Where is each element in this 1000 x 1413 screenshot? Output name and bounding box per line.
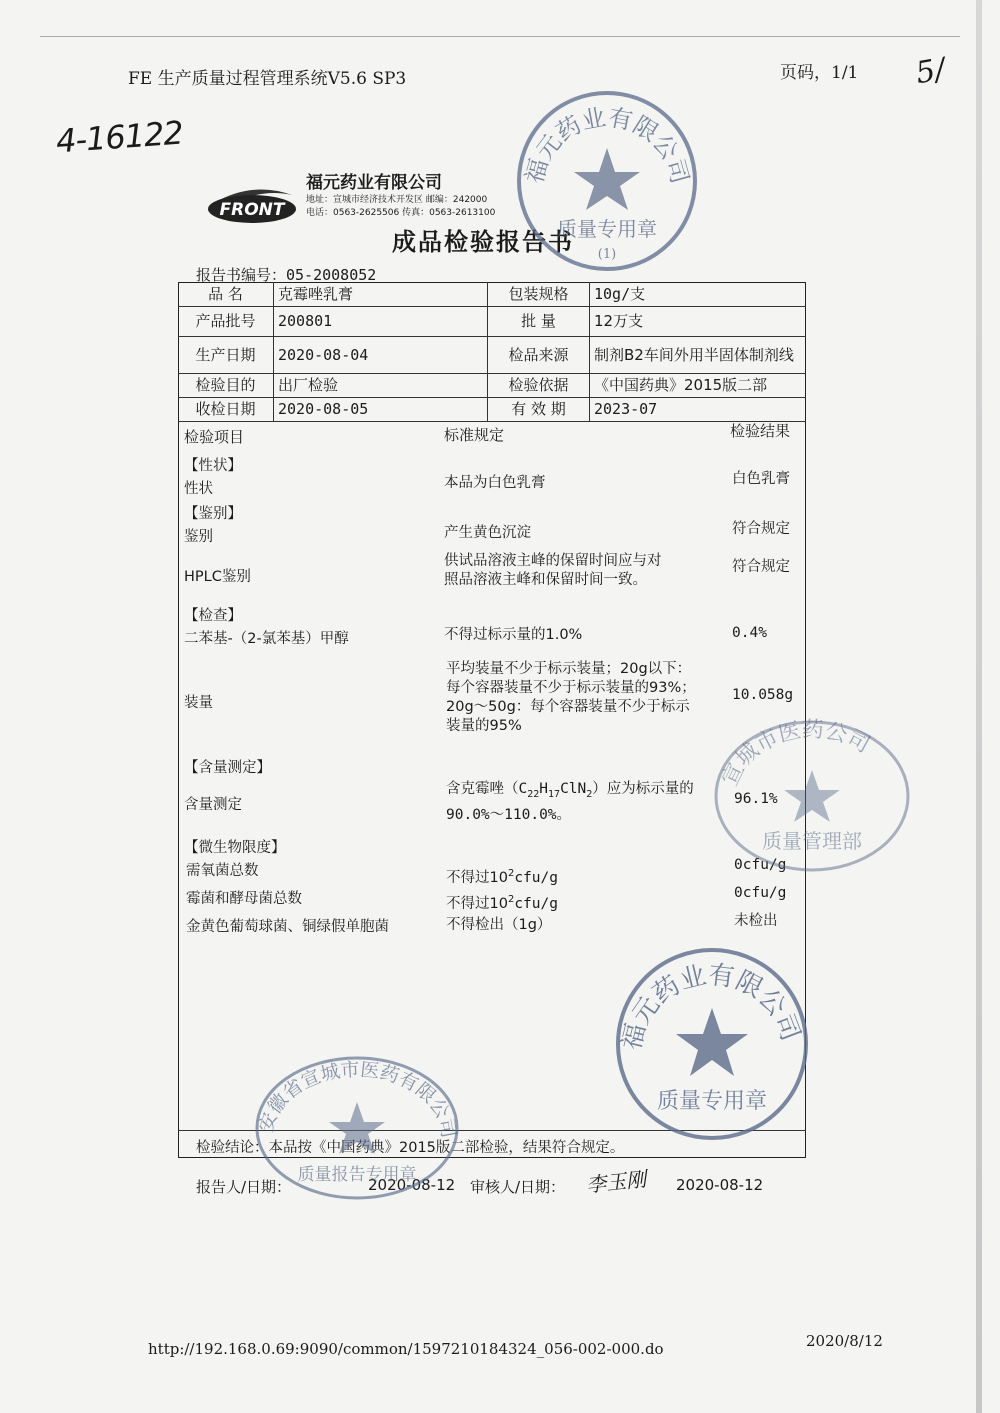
seal-star-icon: [676, 1008, 748, 1076]
handwritten-mark: 5/: [913, 51, 949, 92]
result-mold: 0cfu/g: [734, 885, 787, 901]
handwritten-code: 4-16122: [54, 113, 184, 161]
result-hplc: 符合规定: [732, 559, 790, 575]
std-aerobic-pre: 不得过10: [446, 869, 508, 886]
std-aerobic-sup: 2: [507, 868, 515, 879]
seal-number: (1): [597, 247, 617, 262]
result-identification: 符合规定: [732, 521, 790, 537]
item-assay: 含量测定: [184, 797, 242, 813]
std-pathogen: 不得检出（1g）: [446, 917, 552, 933]
label-receive-date: 收检日期: [178, 398, 274, 422]
reviewer-date: 2020-08-12: [676, 1176, 764, 1194]
reviewer-signature: 李玉刚: [585, 1166, 648, 1198]
formula-22: 22: [527, 788, 540, 800]
seal-ring-text: 福元药业有限公司: [616, 960, 806, 1054]
std-hplc-line2: 照品溶液主峰和保留时间一致。: [444, 572, 647, 588]
label-prod-date: 生产日期: [178, 337, 274, 374]
seal-quality-1: [512, 86, 702, 276]
item-impurity: 二苯基-（2-氯苯基）甲醇: [184, 631, 349, 647]
result-property: 白色乳膏: [732, 471, 790, 487]
std-aerobic: [446, 864, 558, 888]
std-assay-pre: 含克霉唑（: [446, 781, 519, 797]
scan-top-line: [40, 36, 960, 37]
label-batch: 产品批号: [178, 307, 274, 337]
company-logo: [206, 177, 298, 227]
item-property: 性状: [184, 481, 213, 497]
std-mold-pre: 不得过10: [446, 895, 508, 912]
formula-C: C: [518, 781, 528, 797]
std-property: 本品为白色乳膏: [444, 475, 546, 491]
footer-url: http://192.168.0.69:9090/common/1597210184324_056-002-000.do: [148, 1340, 664, 1358]
value-expiry: 2023-07: [590, 398, 806, 422]
formula-17: 17: [548, 788, 561, 800]
item-pathogen: 金黄色葡萄球菌、铜绿假单胞菌: [186, 919, 389, 935]
std-identification: 产生黄色沉淀: [444, 525, 531, 541]
value-basis: 《中国药典》2015版二部: [590, 374, 806, 398]
footer-date: 2020/8/12: [806, 1332, 883, 1350]
result-aerobic: 0cfu/g: [734, 857, 787, 873]
label-qty: 批 量: [488, 307, 590, 337]
scan-edge: [976, 0, 982, 1413]
label-product-name: 品 名: [178, 282, 274, 307]
label-expiry: 有 效 期: [488, 398, 590, 422]
result-assay: 96.1%: [734, 791, 778, 807]
col-header-standard: 标准规定: [444, 426, 505, 444]
company-contact: 电话：0563-2625506 传真：0563-2613100: [306, 208, 496, 218]
item-identification: 鉴别: [184, 529, 213, 545]
item-aerobic: 需氧菌总数: [186, 863, 259, 879]
result-pathogen: 未检出: [734, 913, 778, 929]
std-fill-line1: 平均装量不少于标示装量；20g以下：: [446, 661, 692, 677]
result-fill: 10.058g: [732, 687, 794, 703]
col-header-item: 检验项目: [184, 428, 245, 446]
std-assay-post: ）应为标示量的: [592, 781, 694, 797]
result-impurity: 0.4%: [732, 625, 767, 641]
label-spec: 包装规格: [488, 282, 590, 307]
company-name: 福元药业有限公司: [306, 173, 442, 193]
std-fill-line4: 装量的95%: [446, 718, 522, 734]
value-batch: 200801: [274, 307, 488, 337]
label-basis: 检验依据: [488, 374, 590, 398]
section-property: 【性状】: [184, 458, 242, 474]
seal-star-icon: [784, 770, 840, 822]
std-fill-line3: 20g～50g：每个容器装量不少于标示: [446, 699, 690, 715]
report-title: 成品检验报告书: [392, 228, 574, 256]
formula-H: H: [539, 781, 549, 797]
value-purpose: 出厂检验: [274, 374, 488, 398]
formula-ClN: ClN: [560, 781, 587, 797]
label-purpose: 检验目的: [178, 374, 274, 398]
std-assay-line1: [446, 780, 694, 804]
col-header-result: 检验结果: [730, 422, 791, 440]
conclusion: 检验结论：本品按《中国药典》2015版二部检验，结果符合规定。: [196, 1140, 625, 1156]
seal-center-text: 质量专用章: [656, 1089, 768, 1114]
seal-ring-text: 安徽省宣城市医药有限公司: [255, 1058, 460, 1140]
section-check: 【检查】: [184, 608, 242, 624]
reporter-date: 2020-08-12: [368, 1176, 456, 1194]
seal-center-text: 质量报告专用章: [297, 1165, 417, 1185]
section-assay: 【含量测定】: [184, 760, 271, 776]
std-fill-line2: 每个容器装量不少于标示装量的93%；: [446, 680, 696, 696]
info-grid: [178, 282, 806, 422]
std-aerobic-unit: cfu/g: [514, 869, 558, 886]
std-assay-line2: 90.0%～110.0%。: [446, 807, 572, 823]
item-fill: 装量: [184, 695, 213, 711]
seal-star-icon: [329, 1102, 385, 1154]
value-product-name: 克霉唑乳膏: [274, 282, 488, 307]
seal-center-text: 质量管理部: [762, 829, 862, 853]
seal-ring-text: 宣城市医药公司: [717, 717, 874, 790]
reviewer-label: 审核人/日期：: [470, 1178, 566, 1196]
formula-2: 2: [586, 788, 593, 800]
seal-quality-4: [252, 1052, 462, 1202]
value-spec: 10g/支: [590, 282, 806, 307]
seal-quality-3: [612, 944, 812, 1144]
value-source: 制剂B2车间外用半固体制剂线: [590, 337, 806, 374]
label-source: 检品来源: [488, 337, 590, 374]
page-number: 页码，1/1: [780, 63, 859, 83]
item-hplc: HPLC鉴别: [184, 569, 251, 585]
seal-quality-2: [712, 716, 912, 876]
std-hplc-line1: 供试品溶液主峰的保留时间应与对: [444, 553, 662, 569]
report-number: 报告书编号：05-2008052: [196, 266, 377, 284]
seal-center-text: 质量专用章: [557, 217, 657, 241]
std-mold-sup: 2: [507, 894, 515, 905]
std-impurity: 不得过标示量的1.0%: [444, 627, 583, 643]
seal-ring-text: 福元药业有限公司: [520, 103, 695, 187]
value-qty: 12万支: [590, 307, 806, 337]
system-header: FE 生产质量过程管理系统V5.6 SP3: [128, 69, 407, 89]
logo-text: FRONT: [219, 200, 285, 220]
seal-star-icon: [574, 148, 640, 210]
reporter-label: 报告人/日期：: [196, 1178, 292, 1196]
std-mold: [446, 890, 558, 914]
section-micro: 【微生物限度】: [184, 840, 286, 856]
company-address: 地址：宣城市经济技术开发区 邮编：242000: [306, 195, 488, 205]
item-mold: 霉菌和酵母菌总数: [186, 891, 302, 907]
value-prod-date: 2020-08-04: [274, 337, 488, 374]
section-identification: 【鉴别】: [184, 506, 242, 522]
std-mold-unit: cfu/g: [514, 895, 558, 912]
value-receive-date: 2020-08-05: [274, 398, 488, 422]
